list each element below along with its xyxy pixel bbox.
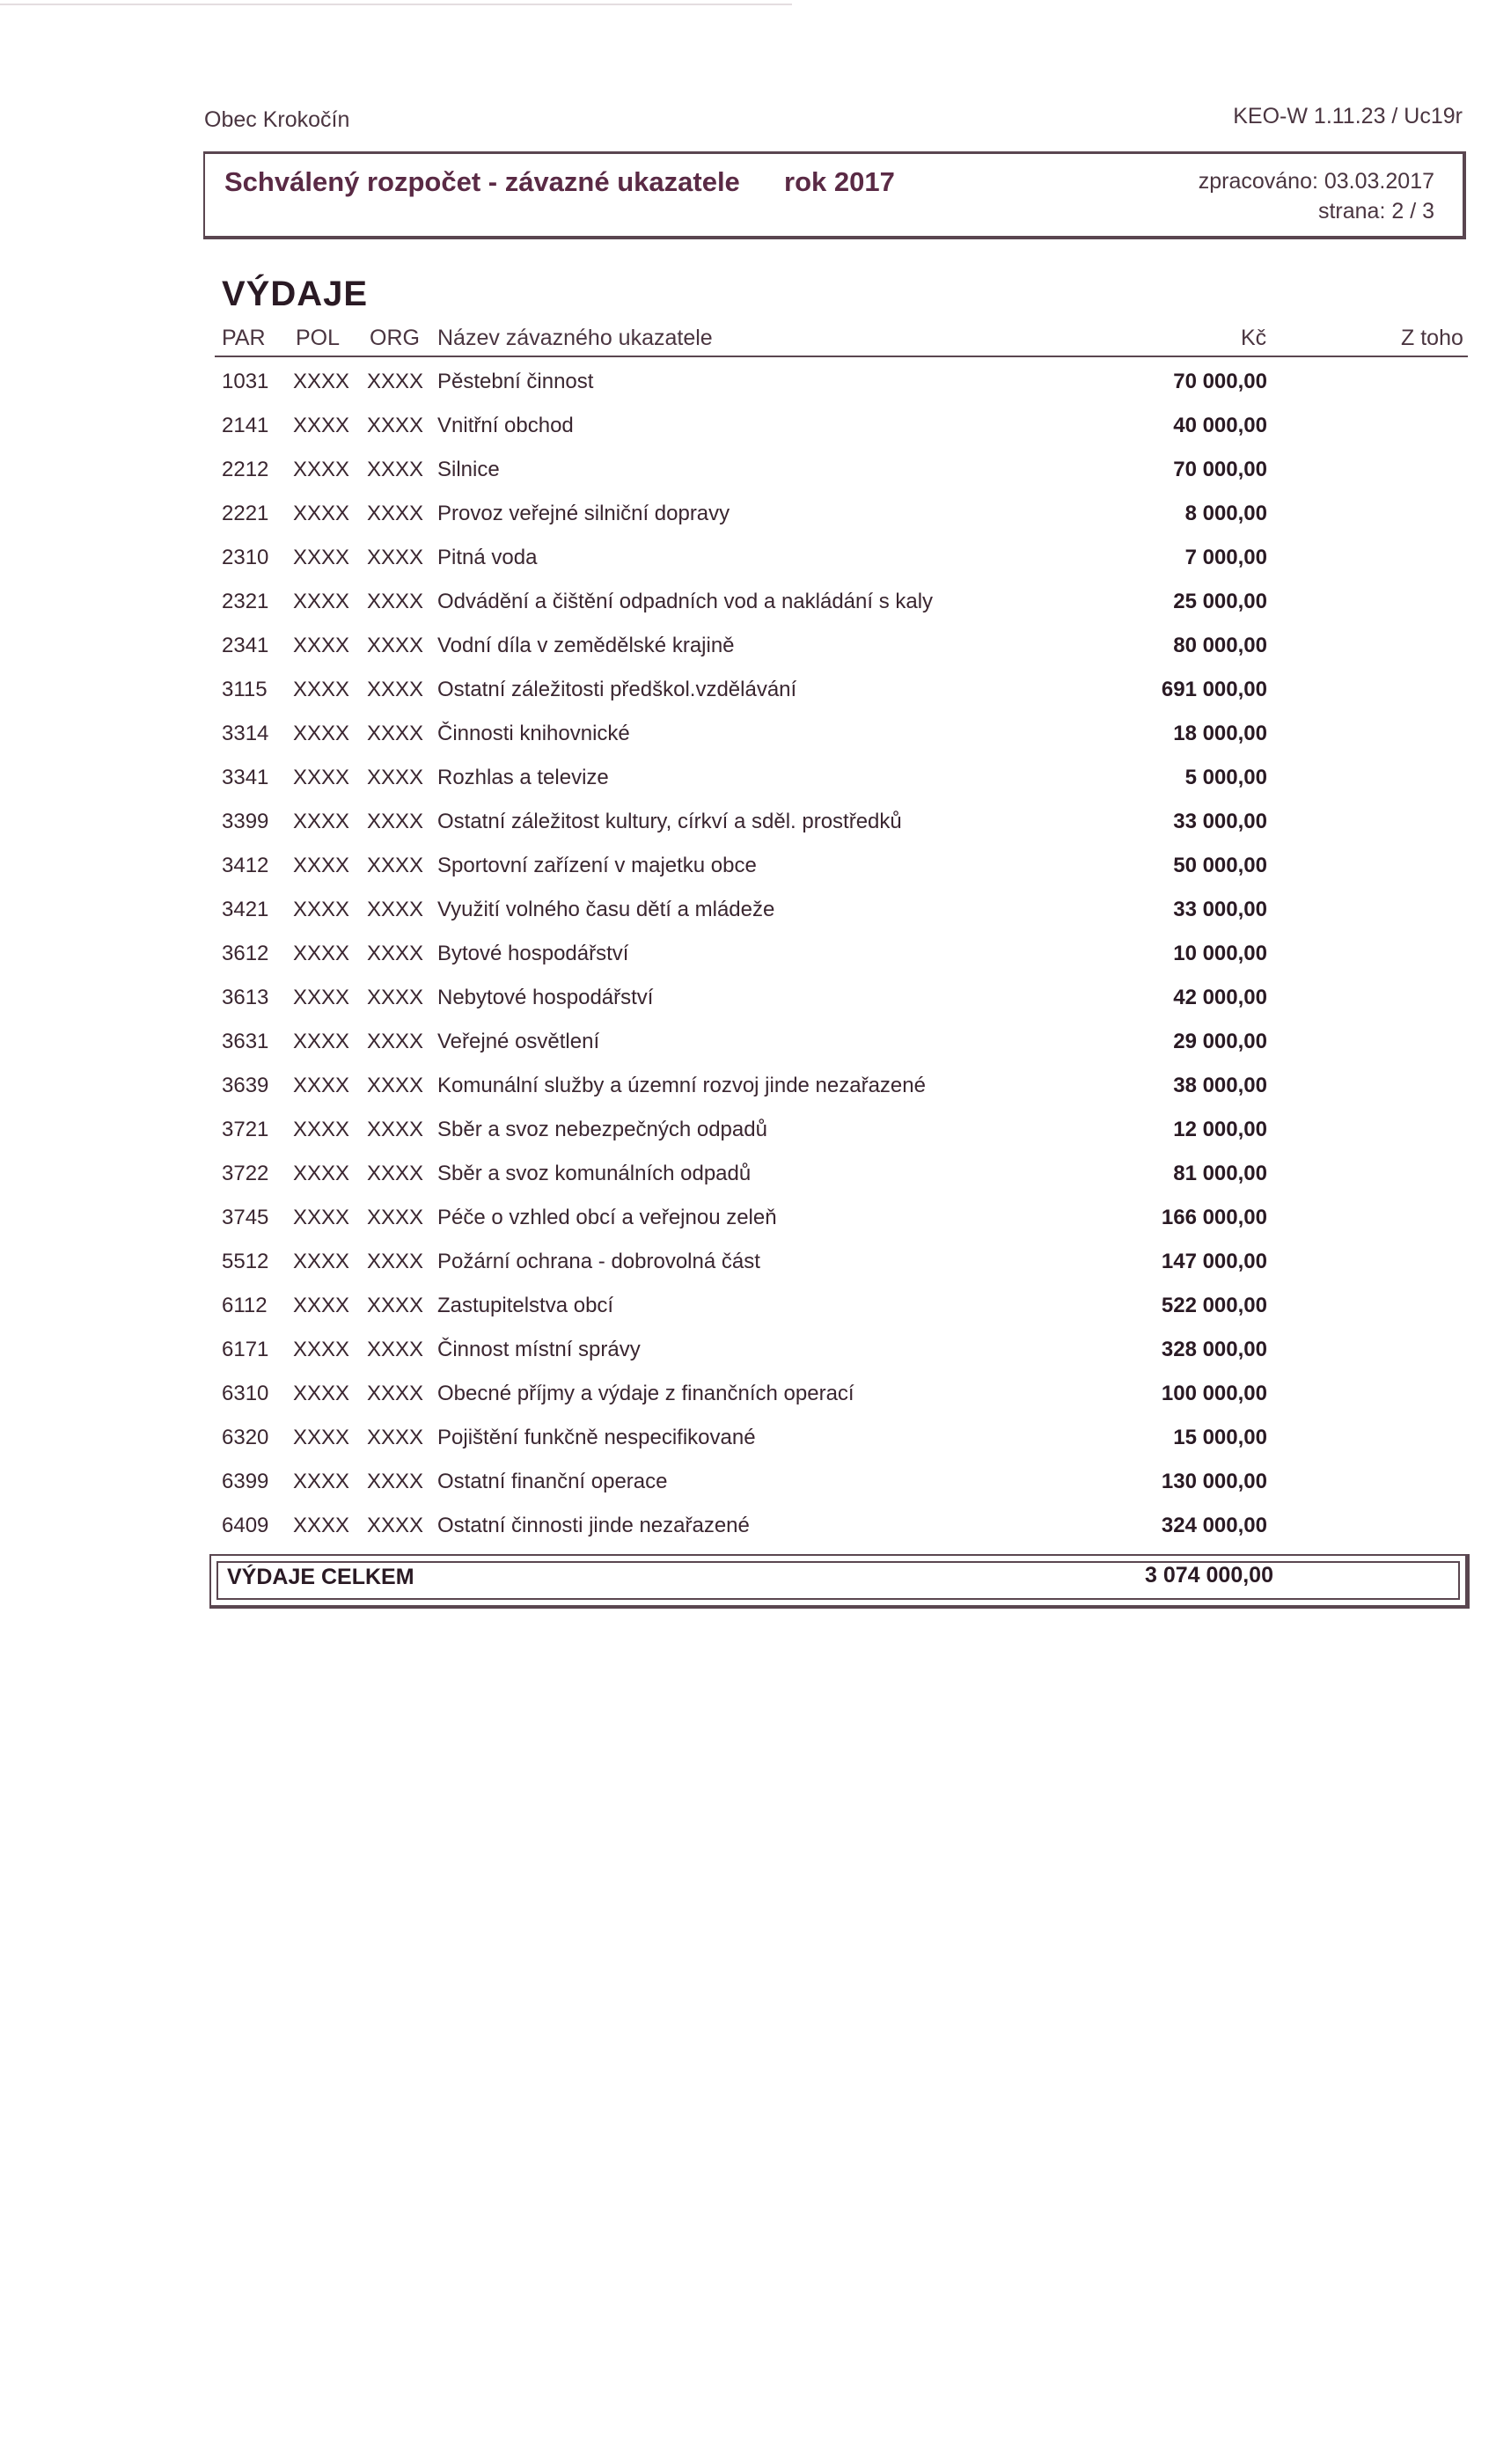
row-indicator-name: Veřejné osvětlení — [437, 1030, 600, 1053]
row-par-code: 2212 — [222, 458, 269, 481]
row-pol-code: XXXX — [293, 1294, 350, 1317]
row-par-code: 3745 — [222, 1206, 269, 1229]
row-par-code: 6399 — [222, 1470, 269, 1493]
row-amount: 81 000,00 — [1173, 1162, 1267, 1185]
row-indicator-name: Nebytové hospodářství — [437, 986, 654, 1009]
table-row — [0, 979, 1496, 1023]
total-box — [209, 1554, 1470, 1609]
row-indicator-name: Sběr a svoz komunálních odpadů — [437, 1162, 752, 1185]
row-pol-code: XXXX — [293, 414, 350, 437]
row-par-code: 3722 — [222, 1162, 269, 1185]
row-amount: 324 000,00 — [1161, 1514, 1267, 1537]
row-pol-code: XXXX — [293, 1514, 350, 1537]
row-indicator-name: Ostatní finanční operace — [437, 1470, 668, 1493]
row-pol-code: XXXX — [293, 1338, 350, 1361]
row-amount: 33 000,00 — [1173, 898, 1267, 921]
table-row — [0, 1023, 1496, 1067]
total-label: VÝDAJE CELKEM — [227, 1565, 414, 1589]
table-row — [0, 891, 1496, 935]
total-amount: 3 074 000,00 — [1145, 1563, 1273, 1588]
table-row — [0, 759, 1496, 803]
row-org-code: XXXX — [367, 678, 424, 701]
table-row — [0, 407, 1496, 451]
row-amount: 50 000,00 — [1173, 854, 1267, 877]
row-pol-code: XXXX — [293, 986, 350, 1009]
row-par-code: 3399 — [222, 810, 269, 833]
row-indicator-name: Ostatní záležitosti předškol.vzdělávání — [437, 678, 797, 701]
table-row — [0, 1287, 1496, 1331]
table-row — [0, 1419, 1496, 1463]
document-title: Schválený rozpočet - závazné ukazatele — [224, 166, 740, 197]
table-row — [0, 583, 1496, 627]
row-pol-code: XXXX — [293, 590, 350, 613]
row-par-code: 3314 — [222, 722, 269, 745]
table-row — [0, 715, 1496, 759]
row-indicator-name: Pojištění funkčně nespecifikované — [437, 1426, 756, 1449]
row-indicator-name: Zastupitelstva obcí — [437, 1294, 614, 1317]
row-indicator-name: Ostatní činnosti jinde nezařazené — [437, 1514, 750, 1537]
row-org-code: XXXX — [367, 1162, 424, 1185]
row-org-code: XXXX — [367, 810, 424, 833]
row-amount: 522 000,00 — [1161, 1294, 1267, 1317]
row-org-code: XXXX — [367, 1382, 424, 1405]
row-pol-code: XXXX — [293, 370, 350, 393]
row-org-code: XXXX — [367, 986, 424, 1009]
row-amount: 29 000,00 — [1173, 1030, 1267, 1053]
row-pol-code: XXXX — [293, 810, 350, 833]
row-amount: 8 000,00 — [1184, 502, 1267, 525]
row-indicator-name: Provoz veřejné silniční dopravy — [437, 502, 730, 525]
row-par-code: 6310 — [222, 1382, 269, 1405]
table-row — [0, 1199, 1496, 1243]
row-amount: 691 000,00 — [1161, 678, 1267, 701]
row-pol-code: XXXX — [293, 766, 350, 789]
row-par-code: 2321 — [222, 590, 269, 613]
row-amount: 25 000,00 — [1173, 590, 1267, 613]
row-par-code: 3421 — [222, 898, 269, 921]
row-org-code: XXXX — [367, 766, 424, 789]
row-indicator-name: Sběr a svoz nebezpečných odpadů — [437, 1118, 767, 1141]
table-row — [0, 803, 1496, 847]
row-pol-code: XXXX — [293, 1118, 350, 1141]
row-amount: 70 000,00 — [1173, 370, 1267, 393]
row-indicator-name: Obecné příjmy a výdaje z finančních operací — [437, 1382, 854, 1405]
row-indicator-name: Komunální služby a územní rozvoj jinde nezařazené — [437, 1074, 926, 1097]
row-org-code: XXXX — [367, 1206, 424, 1229]
row-org-code: XXXX — [367, 1074, 424, 1097]
row-par-code: 2310 — [222, 546, 269, 569]
table-row — [0, 1111, 1496, 1155]
row-indicator-name: Péče o vzhled obcí a veřejnou zeleň — [437, 1206, 777, 1229]
table-row — [0, 1155, 1496, 1199]
row-indicator-name: Využití volného času dětí a mládeže — [437, 898, 775, 921]
row-org-code: XXXX — [367, 590, 424, 613]
row-indicator-name: Požární ochrana - dobrovolná část — [437, 1250, 760, 1273]
row-org-code: XXXX — [367, 1338, 424, 1361]
row-org-code: XXXX — [367, 414, 424, 437]
row-par-code: 3412 — [222, 854, 269, 877]
row-indicator-name: Pitná voda — [437, 546, 538, 569]
column-header-amount: Kč — [1241, 326, 1267, 350]
page-number: strana: 2 / 3 — [1317, 199, 1434, 224]
software-version: KEO-W 1.11.23 / Uc19r — [1233, 104, 1463, 128]
row-par-code: 3631 — [222, 1030, 269, 1053]
column-header-name: Název závazného ukazatele — [437, 326, 713, 350]
row-org-code: XXXX — [367, 370, 424, 393]
row-indicator-name: Sportovní zařízení v majetku obce — [437, 854, 757, 877]
row-pol-code: XXXX — [293, 1470, 350, 1493]
row-org-code: XXXX — [367, 1426, 424, 1449]
header-divider — [215, 356, 1468, 357]
row-amount: 33 000,00 — [1173, 810, 1267, 833]
row-org-code: XXXX — [367, 546, 424, 569]
row-amount: 147 000,00 — [1161, 1250, 1267, 1273]
table-row — [0, 935, 1496, 979]
row-indicator-name: Silnice — [437, 458, 500, 481]
row-par-code: 3341 — [222, 766, 269, 789]
row-par-code: 3639 — [222, 1074, 269, 1097]
row-org-code: XXXX — [367, 502, 424, 525]
row-par-code: 1031 — [222, 370, 269, 393]
row-indicator-name: Pěstební činnost — [437, 370, 594, 393]
row-par-code: 3613 — [222, 986, 269, 1009]
row-par-code: 3612 — [222, 942, 269, 965]
row-par-code: 3721 — [222, 1118, 269, 1141]
row-amount: 80 000,00 — [1173, 634, 1267, 657]
table-row — [0, 1375, 1496, 1419]
row-pol-code: XXXX — [293, 1250, 350, 1273]
row-indicator-name: Ostatní záležitost kultury, církví a sděl. prostředků — [437, 810, 902, 833]
row-indicator-name: Vnitřní obchod — [437, 414, 574, 437]
row-org-code: XXXX — [367, 898, 424, 921]
scan-edge-line — [0, 4, 792, 5]
column-header-pol: POL — [296, 326, 341, 350]
row-org-code: XXXX — [367, 722, 424, 745]
row-pol-code: XXXX — [293, 1030, 350, 1053]
row-amount: 10 000,00 — [1173, 942, 1267, 965]
table-row — [0, 539, 1496, 583]
table-row — [0, 1463, 1496, 1507]
row-par-code: 3115 — [222, 678, 268, 701]
row-org-code: XXXX — [367, 1514, 424, 1537]
row-pol-code: XXXX — [293, 898, 350, 921]
row-pol-code: XXXX — [293, 458, 350, 481]
row-par-code: 6171 — [222, 1338, 269, 1361]
row-par-code: 6320 — [222, 1426, 269, 1449]
row-pol-code: XXXX — [293, 502, 350, 525]
table-row — [0, 1067, 1496, 1111]
row-org-code: XXXX — [367, 1030, 424, 1053]
row-org-code: XXXX — [367, 1294, 424, 1317]
row-amount: 18 000,00 — [1173, 722, 1267, 745]
table-row — [0, 363, 1496, 407]
table-row — [0, 671, 1496, 715]
section-heading: VÝDAJE — [222, 275, 369, 313]
row-amount: 7 000,00 — [1184, 546, 1267, 569]
table-row — [0, 847, 1496, 891]
row-pol-code: XXXX — [293, 678, 350, 701]
processed-date: zpracováno: 03.03.2017 — [1198, 169, 1434, 194]
row-pol-code: XXXX — [293, 1074, 350, 1097]
row-pol-code: XXXX — [293, 1206, 350, 1229]
row-par-code: 6112 — [222, 1294, 268, 1317]
row-pol-code: XXXX — [293, 1382, 350, 1405]
row-indicator-name: Činnost místní správy — [437, 1338, 641, 1361]
row-pol-code: XXXX — [293, 1162, 350, 1185]
municipality-name: Obec Krokočín — [204, 107, 350, 132]
row-org-code: XXXX — [367, 1118, 424, 1141]
row-par-code: 6409 — [222, 1514, 269, 1537]
budget-year: rok 2017 — [784, 166, 895, 197]
row-par-code: 2341 — [222, 634, 269, 657]
row-org-code: XXXX — [367, 634, 424, 657]
row-amount: 40 000,00 — [1173, 414, 1267, 437]
column-header-of-which: Z toho — [1401, 326, 1463, 350]
row-pol-code: XXXX — [293, 722, 350, 745]
row-pol-code: XXXX — [293, 854, 350, 877]
row-org-code: XXXX — [367, 854, 424, 877]
title-box — [203, 151, 1466, 239]
row-indicator-name: Vodní díla v zemědělské krajině — [437, 634, 735, 657]
column-header-par: PAR — [222, 326, 266, 350]
table-row — [0, 495, 1496, 539]
row-par-code: 5512 — [222, 1250, 269, 1273]
column-header-org: ORG — [370, 326, 420, 350]
row-amount: 5 000,00 — [1184, 766, 1267, 789]
table-row — [0, 1243, 1496, 1287]
table-row — [0, 627, 1496, 671]
row-amount: 38 000,00 — [1173, 1074, 1267, 1097]
row-org-code: XXXX — [367, 942, 424, 965]
row-indicator-name: Rozhlas a televize — [437, 766, 609, 789]
row-amount: 328 000,00 — [1161, 1338, 1267, 1361]
row-indicator-name: Činnosti knihovnické — [437, 722, 630, 745]
row-org-code: XXXX — [367, 1470, 424, 1493]
row-pol-code: XXXX — [293, 1426, 350, 1449]
row-par-code: 2221 — [222, 502, 269, 525]
document-meta — [1199, 166, 1434, 226]
row-indicator-name: Bytové hospodářství — [437, 942, 629, 965]
row-par-code: 2141 — [222, 414, 269, 437]
row-amount: 166 000,00 — [1161, 1206, 1267, 1229]
row-pol-code: XXXX — [293, 942, 350, 965]
row-org-code: XXXX — [367, 458, 424, 481]
row-amount: 15 000,00 — [1173, 1426, 1267, 1449]
table-row — [0, 1507, 1496, 1551]
budget-table-body — [0, 363, 1496, 1551]
row-indicator-name: Odvádění a čištění odpadních vod a nakládání s kaly — [437, 590, 934, 613]
table-row — [0, 451, 1496, 495]
table-row — [0, 1331, 1496, 1375]
row-amount: 100 000,00 — [1161, 1382, 1267, 1405]
row-amount: 12 000,00 — [1173, 1118, 1267, 1141]
row-amount: 42 000,00 — [1173, 986, 1267, 1009]
row-amount: 130 000,00 — [1161, 1470, 1267, 1493]
row-org-code: XXXX — [367, 1250, 424, 1273]
row-pol-code: XXXX — [293, 634, 350, 657]
row-pol-code: XXXX — [293, 546, 350, 569]
row-amount: 70 000,00 — [1173, 458, 1267, 481]
